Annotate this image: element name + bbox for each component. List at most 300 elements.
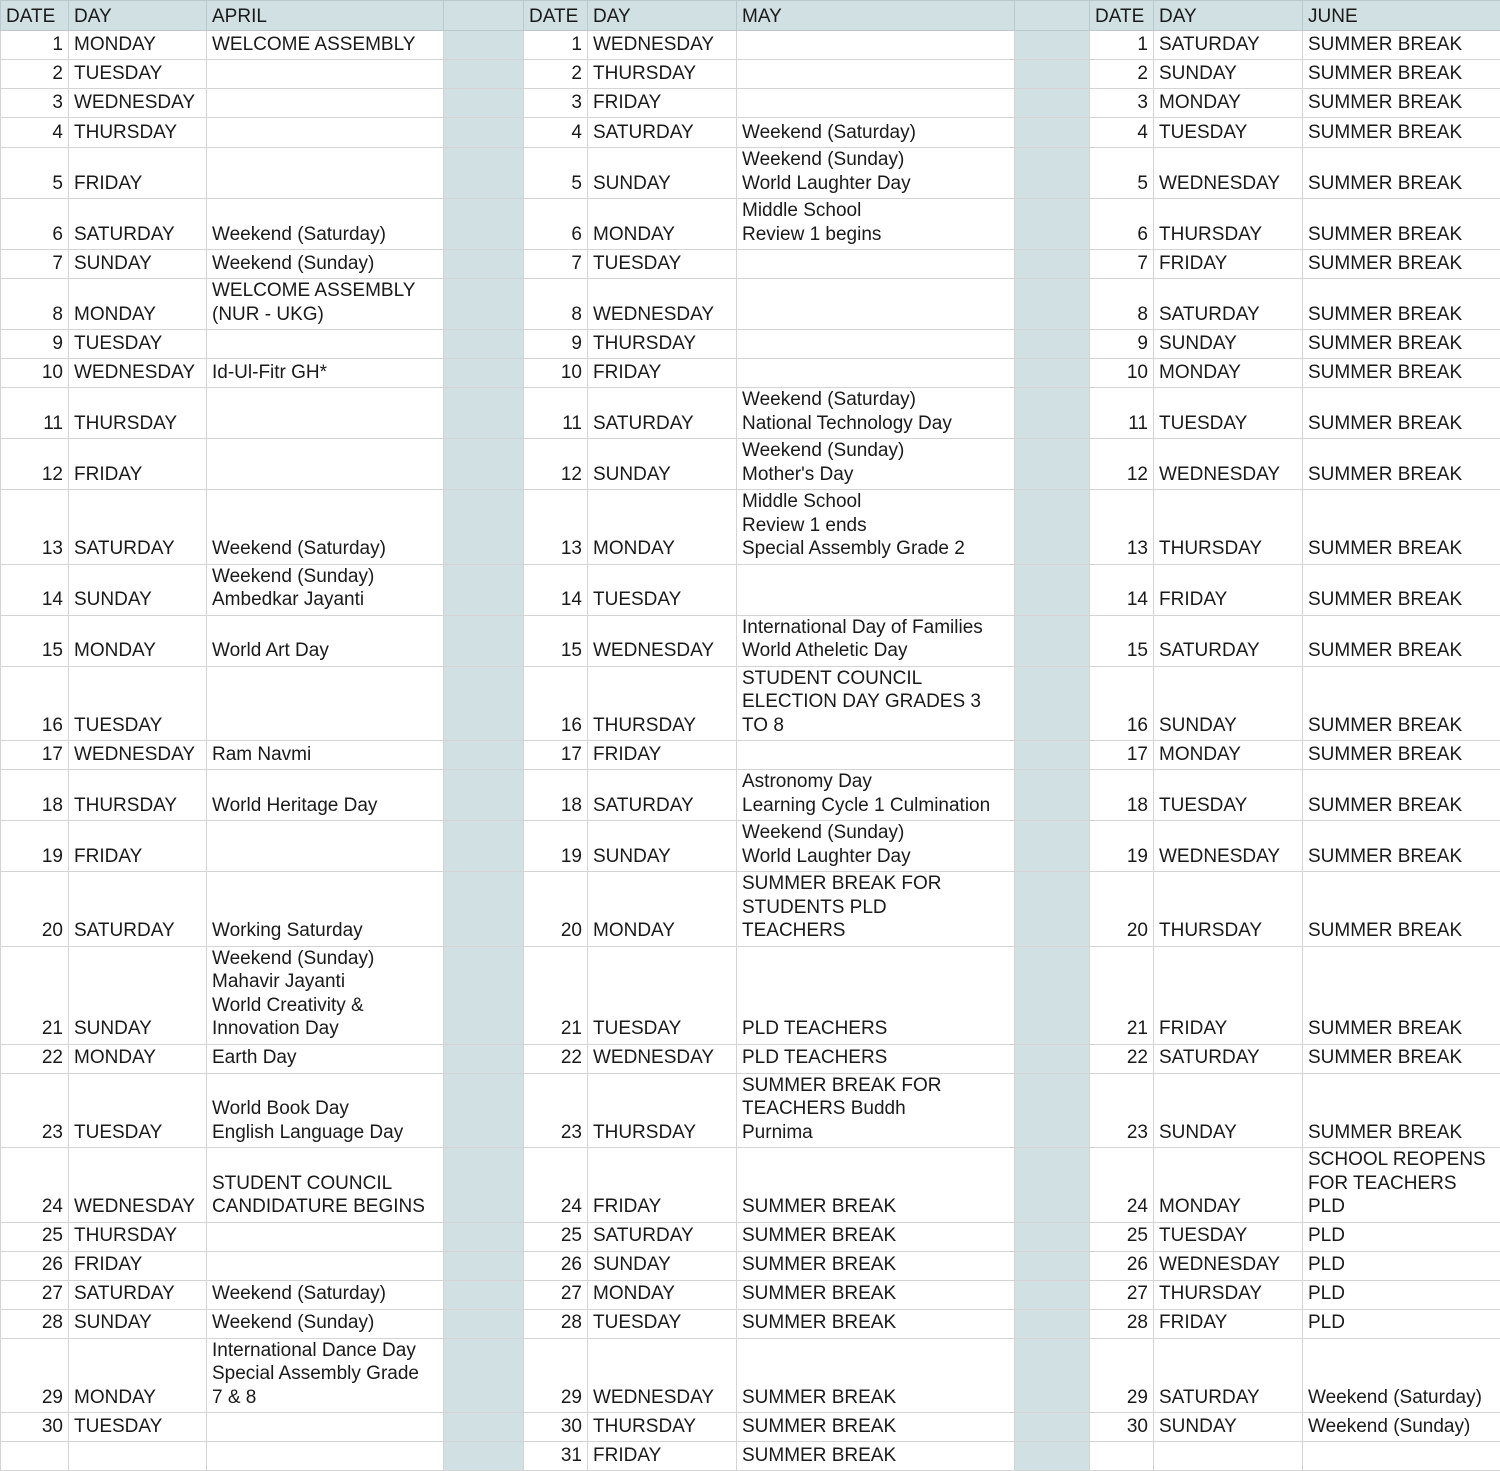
may-day-cell[interactable]: FRIDAY xyxy=(588,359,737,388)
june-date-cell[interactable]: 6 xyxy=(1090,199,1154,250)
june-date-cell[interactable]: 13 xyxy=(1090,490,1154,565)
may-event-cell[interactable]: STUDENT COUNCIL ELECTION DAY GRADES 3 TO 8 xyxy=(737,666,1015,741)
april-event-cell[interactable] xyxy=(207,439,444,490)
may-date-cell[interactable]: 23 xyxy=(524,1073,588,1148)
april-day-cell[interactable]: MONDAY xyxy=(69,615,207,666)
may-date-cell[interactable]: 18 xyxy=(524,770,588,821)
may-date-cell[interactable]: 17 xyxy=(524,741,588,770)
spacer-column[interactable] xyxy=(1015,439,1090,490)
april-event-cell[interactable]: WELCOME ASSEMBLY (NUR - UKG) xyxy=(207,279,444,330)
may-day-cell[interactable]: SATURDAY xyxy=(588,388,737,439)
june-event-cell[interactable]: SUMMER BREAK xyxy=(1303,31,1500,60)
april-date-cell[interactable]: 24 xyxy=(1,1148,69,1223)
april-event-cell[interactable]: WELCOME ASSEMBLY xyxy=(207,31,444,60)
spacer-column[interactable] xyxy=(1015,666,1090,741)
may-date-cell[interactable]: 12 xyxy=(524,439,588,490)
april-event-cell[interactable]: Weekend (Sunday) Mahavir Jayanti World Creativity & Innovation Day xyxy=(207,946,444,1044)
may-day-cell[interactable]: THURSDAY xyxy=(588,1073,737,1148)
june-date-cell[interactable]: 7 xyxy=(1090,250,1154,279)
april-date-cell[interactable]: 8 xyxy=(1,279,69,330)
june-day-cell[interactable]: THURSDAY xyxy=(1154,199,1303,250)
june-day-cell[interactable]: FRIDAY xyxy=(1154,946,1303,1044)
may-date-cell[interactable]: 19 xyxy=(524,821,588,872)
april-day-cell[interactable]: FRIDAY xyxy=(69,1251,207,1280)
may-date-cell[interactable]: 8 xyxy=(524,279,588,330)
april-day-cell[interactable]: SATURDAY xyxy=(69,199,207,250)
may-day-cell[interactable]: TUESDAY xyxy=(588,946,737,1044)
spacer-column[interactable] xyxy=(444,199,524,250)
may-day-cell[interactable]: TUESDAY xyxy=(588,1309,737,1338)
june-date-cell[interactable]: 10 xyxy=(1090,359,1154,388)
april-day-cell[interactable]: THURSDAY xyxy=(69,388,207,439)
june-date-cell[interactable]: 29 xyxy=(1090,1338,1154,1413)
april-event-cell[interactable]: World Heritage Day xyxy=(207,770,444,821)
june-date-cell[interactable]: 26 xyxy=(1090,1251,1154,1280)
may-date-cell[interactable]: 26 xyxy=(524,1251,588,1280)
june-event-cell[interactable]: SUMMER BREAK xyxy=(1303,946,1500,1044)
june-event-cell[interactable]: SUMMER BREAK xyxy=(1303,666,1500,741)
spacer-column[interactable] xyxy=(1015,148,1090,199)
june-date-cell[interactable]: 21 xyxy=(1090,946,1154,1044)
may-event-cell[interactable] xyxy=(737,564,1015,615)
april-day-cell[interactable]: SUNDAY xyxy=(69,564,207,615)
june-day-cell[interactable]: SATURDAY xyxy=(1154,1044,1303,1073)
june-day-cell[interactable]: MONDAY xyxy=(1154,741,1303,770)
june-date-cell[interactable]: 24 xyxy=(1090,1148,1154,1223)
april-day-cell[interactable]: SATURDAY xyxy=(69,872,207,947)
april-day-cell[interactable]: WEDNESDAY xyxy=(69,359,207,388)
april-event-cell[interactable] xyxy=(207,148,444,199)
may-event-cell[interactable]: Weekend (Sunday) World Laughter Day xyxy=(737,148,1015,199)
june-day-cell[interactable]: SATURDAY xyxy=(1154,615,1303,666)
june-day-cell[interactable]: WEDNESDAY xyxy=(1154,148,1303,199)
june-day-cell[interactable]: SATURDAY xyxy=(1154,31,1303,60)
spacer-column[interactable] xyxy=(1015,1222,1090,1251)
april-day-cell[interactable]: WEDNESDAY xyxy=(69,89,207,118)
april-date-cell[interactable]: 26 xyxy=(1,1251,69,1280)
april-day-cell[interactable]: THURSDAY xyxy=(69,1222,207,1251)
may-day-cell[interactable]: SATURDAY xyxy=(588,770,737,821)
june-day-cell[interactable]: SUNDAY xyxy=(1154,1073,1303,1148)
spacer-column[interactable] xyxy=(444,359,524,388)
june-event-cell[interactable]: SUMMER BREAK xyxy=(1303,1044,1500,1073)
may-event-cell[interactable]: Middle School Review 1 begins xyxy=(737,199,1015,250)
june-date-cell[interactable]: 12 xyxy=(1090,439,1154,490)
june-date-cell[interactable] xyxy=(1090,1442,1154,1471)
april-day-cell[interactable]: MONDAY xyxy=(69,1044,207,1073)
spacer-column[interactable] xyxy=(444,330,524,359)
april-day-cell[interactable]: SUNDAY xyxy=(69,250,207,279)
may-date-cell[interactable]: 4 xyxy=(524,118,588,148)
june-event-cell[interactable] xyxy=(1303,1442,1500,1471)
june-event-cell[interactable]: SUMMER BREAK xyxy=(1303,439,1500,490)
may-day-cell[interactable]: THURSDAY xyxy=(588,60,737,89)
spacer-column[interactable] xyxy=(444,89,524,118)
spacer-column[interactable] xyxy=(1015,1442,1090,1471)
april-date-cell[interactable]: 16 xyxy=(1,666,69,741)
april-date-cell[interactable]: 11 xyxy=(1,388,69,439)
june-date-cell[interactable]: 4 xyxy=(1090,118,1154,148)
spacer-column[interactable] xyxy=(444,946,524,1044)
may-day-cell[interactable]: WEDNESDAY xyxy=(588,31,737,60)
spacer-column[interactable] xyxy=(1015,279,1090,330)
may-event-cell[interactable] xyxy=(737,279,1015,330)
may-date-cell[interactable]: 16 xyxy=(524,666,588,741)
spacer-column[interactable] xyxy=(1015,741,1090,770)
june-date-cell[interactable]: 14 xyxy=(1090,564,1154,615)
spacer-column[interactable] xyxy=(444,118,524,148)
spacer-column[interactable] xyxy=(444,615,524,666)
may-event-cell[interactable] xyxy=(737,89,1015,118)
may-date-cell[interactable]: 15 xyxy=(524,615,588,666)
april-date-cell[interactable]: 18 xyxy=(1,770,69,821)
april-date-cell[interactable]: 9 xyxy=(1,330,69,359)
june-day-cell[interactable]: SUNDAY xyxy=(1154,666,1303,741)
june-day-cell[interactable]: TUESDAY xyxy=(1154,770,1303,821)
may-day-cell[interactable]: WEDNESDAY xyxy=(588,279,737,330)
may-event-cell[interactable]: Middle School Review 1 ends Special Assembly Grade 2 xyxy=(737,490,1015,565)
may-day-cell[interactable]: THURSDAY xyxy=(588,666,737,741)
april-event-cell[interactable] xyxy=(207,1413,444,1442)
june-day-cell[interactable]: WEDNESDAY xyxy=(1154,821,1303,872)
may-event-cell[interactable]: Astronomy Day Learning Cycle 1 Culmination xyxy=(737,770,1015,821)
spacer-column[interactable] xyxy=(1015,1073,1090,1148)
spacer-column[interactable] xyxy=(444,770,524,821)
may-day-cell[interactable]: FRIDAY xyxy=(588,741,737,770)
may-event-cell[interactable]: PLD TEACHERS xyxy=(737,946,1015,1044)
june-date-cell[interactable]: 8 xyxy=(1090,279,1154,330)
april-day-cell[interactable]: FRIDAY xyxy=(69,148,207,199)
spacer-column[interactable] xyxy=(444,388,524,439)
may-date-cell[interactable]: 27 xyxy=(524,1280,588,1309)
april-date-cell[interactable]: 7 xyxy=(1,250,69,279)
may-day-cell[interactable]: FRIDAY xyxy=(588,1148,737,1223)
spacer-column[interactable] xyxy=(444,741,524,770)
april-event-cell[interactable]: World Book Day English Language Day xyxy=(207,1073,444,1148)
june-event-cell[interactable]: SUMMER BREAK xyxy=(1303,250,1500,279)
spacer-column[interactable] xyxy=(1015,60,1090,89)
april-day-cell[interactable]: TUESDAY xyxy=(69,1073,207,1148)
april-event-cell[interactable]: Weekend (Sunday) xyxy=(207,1309,444,1338)
may-day-cell[interactable]: MONDAY xyxy=(588,199,737,250)
header-month-april[interactable]: APRIL xyxy=(207,1,444,31)
may-event-cell[interactable] xyxy=(737,741,1015,770)
spacer-column[interactable] xyxy=(444,821,524,872)
may-event-cell[interactable]: PLD TEACHERS xyxy=(737,1044,1015,1073)
spacer-column[interactable] xyxy=(444,1222,524,1251)
may-day-cell[interactable]: FRIDAY xyxy=(588,89,737,118)
may-date-cell[interactable]: 10 xyxy=(524,359,588,388)
may-event-cell[interactable] xyxy=(737,359,1015,388)
may-date-cell[interactable]: 5 xyxy=(524,148,588,199)
may-date-cell[interactable]: 1 xyxy=(524,31,588,60)
april-event-cell[interactable] xyxy=(207,1222,444,1251)
april-date-cell[interactable]: 2 xyxy=(1,60,69,89)
spacer-column[interactable] xyxy=(444,148,524,199)
may-day-cell[interactable]: WEDNESDAY xyxy=(588,615,737,666)
may-date-cell[interactable]: 31 xyxy=(524,1442,588,1471)
june-day-cell[interactable]: MONDAY xyxy=(1154,1148,1303,1223)
april-date-cell[interactable] xyxy=(1,1442,69,1471)
june-event-cell[interactable]: SUMMER BREAK xyxy=(1303,60,1500,89)
spacer-column[interactable] xyxy=(444,1413,524,1442)
april-event-cell[interactable] xyxy=(207,118,444,148)
spacer-column[interactable] xyxy=(1015,89,1090,118)
spacer-column[interactable] xyxy=(1015,1,1090,31)
june-date-cell[interactable]: 23 xyxy=(1090,1073,1154,1148)
april-date-cell[interactable]: 17 xyxy=(1,741,69,770)
june-date-cell[interactable]: 27 xyxy=(1090,1280,1154,1309)
april-date-cell[interactable]: 10 xyxy=(1,359,69,388)
april-event-cell[interactable]: Earth Day xyxy=(207,1044,444,1073)
april-date-cell[interactable]: 13 xyxy=(1,490,69,565)
spacer-column[interactable] xyxy=(1015,118,1090,148)
april-date-cell[interactable]: 23 xyxy=(1,1073,69,1148)
april-date-cell[interactable]: 4 xyxy=(1,118,69,148)
may-event-cell[interactable]: International Day of Families World Atheletic Day xyxy=(737,615,1015,666)
april-date-cell[interactable]: 30 xyxy=(1,1413,69,1442)
june-date-cell[interactable]: 18 xyxy=(1090,770,1154,821)
may-date-cell[interactable]: 21 xyxy=(524,946,588,1044)
may-date-cell[interactable]: 6 xyxy=(524,199,588,250)
june-day-cell[interactable] xyxy=(1154,1442,1303,1471)
april-day-cell[interactable]: THURSDAY xyxy=(69,770,207,821)
april-event-cell[interactable] xyxy=(207,1442,444,1471)
june-event-cell[interactable]: SUMMER BREAK xyxy=(1303,89,1500,118)
june-day-cell[interactable]: MONDAY xyxy=(1154,89,1303,118)
june-event-cell[interactable]: SUMMER BREAK xyxy=(1303,330,1500,359)
spacer-column[interactable] xyxy=(1015,821,1090,872)
april-event-cell[interactable]: Weekend (Saturday) xyxy=(207,199,444,250)
may-event-cell[interactable] xyxy=(737,31,1015,60)
may-day-cell[interactable]: THURSDAY xyxy=(588,330,737,359)
spacer-column[interactable] xyxy=(444,1309,524,1338)
june-event-cell[interactable]: PLD xyxy=(1303,1309,1500,1338)
may-event-cell[interactable]: Weekend (Saturday) xyxy=(737,118,1015,148)
header-month-may[interactable]: MAY xyxy=(737,1,1015,31)
june-event-cell[interactable]: SUMMER BREAK xyxy=(1303,118,1500,148)
header-date-may[interactable]: DATE xyxy=(524,1,588,31)
may-date-cell[interactable]: 30 xyxy=(524,1413,588,1442)
spacer-column[interactable] xyxy=(1015,490,1090,565)
spacer-column[interactable] xyxy=(1015,1280,1090,1309)
april-day-cell[interactable]: MONDAY xyxy=(69,279,207,330)
spacer-column[interactable] xyxy=(444,666,524,741)
june-day-cell[interactable]: FRIDAY xyxy=(1154,564,1303,615)
may-day-cell[interactable]: MONDAY xyxy=(588,1280,737,1309)
spacer-column[interactable] xyxy=(444,1442,524,1471)
may-day-cell[interactable]: SATURDAY xyxy=(588,118,737,148)
june-event-cell[interactable]: SUMMER BREAK xyxy=(1303,199,1500,250)
spacer-column[interactable] xyxy=(1015,1413,1090,1442)
june-event-cell[interactable]: SUMMER BREAK xyxy=(1303,821,1500,872)
june-day-cell[interactable]: FRIDAY xyxy=(1154,1309,1303,1338)
april-date-cell[interactable]: 25 xyxy=(1,1222,69,1251)
april-event-cell[interactable] xyxy=(207,666,444,741)
april-date-cell[interactable]: 1 xyxy=(1,31,69,60)
june-date-cell[interactable]: 19 xyxy=(1090,821,1154,872)
april-day-cell[interactable]: THURSDAY xyxy=(69,118,207,148)
april-day-cell[interactable]: MONDAY xyxy=(69,31,207,60)
may-event-cell[interactable] xyxy=(737,330,1015,359)
april-day-cell[interactable]: TUESDAY xyxy=(69,666,207,741)
may-date-cell[interactable]: 9 xyxy=(524,330,588,359)
may-day-cell[interactable]: MONDAY xyxy=(588,490,737,565)
june-date-cell[interactable]: 3 xyxy=(1090,89,1154,118)
april-date-cell[interactable]: 15 xyxy=(1,615,69,666)
june-date-cell[interactable]: 1 xyxy=(1090,31,1154,60)
june-day-cell[interactable]: SUNDAY xyxy=(1154,60,1303,89)
may-day-cell[interactable]: THURSDAY xyxy=(588,1413,737,1442)
june-day-cell[interactable]: MONDAY xyxy=(1154,359,1303,388)
june-day-cell[interactable]: TUESDAY xyxy=(1154,1222,1303,1251)
header-day-june[interactable]: DAY xyxy=(1154,1,1303,31)
april-event-cell[interactable]: Weekend (Saturday) xyxy=(207,490,444,565)
spacer-column[interactable] xyxy=(444,250,524,279)
april-day-cell[interactable]: FRIDAY xyxy=(69,439,207,490)
may-event-cell[interactable]: SUMMER BREAK xyxy=(737,1148,1015,1223)
april-event-cell[interactable]: Ram Navmi xyxy=(207,741,444,770)
spacer-column[interactable] xyxy=(1015,31,1090,60)
spacer-column[interactable] xyxy=(444,31,524,60)
may-date-cell[interactable]: 20 xyxy=(524,872,588,947)
may-event-cell[interactable] xyxy=(737,250,1015,279)
june-day-cell[interactable]: SATURDAY xyxy=(1154,279,1303,330)
may-day-cell[interactable]: SATURDAY xyxy=(588,1222,737,1251)
june-date-cell[interactable]: 15 xyxy=(1090,615,1154,666)
may-date-cell[interactable]: 29 xyxy=(524,1338,588,1413)
spacer-column[interactable] xyxy=(1015,872,1090,947)
june-day-cell[interactable]: SUNDAY xyxy=(1154,1413,1303,1442)
june-event-cell[interactable]: SUMMER BREAK xyxy=(1303,1073,1500,1148)
april-event-cell[interactable] xyxy=(207,60,444,89)
april-date-cell[interactable]: 12 xyxy=(1,439,69,490)
may-day-cell[interactable]: TUESDAY xyxy=(588,564,737,615)
spacer-column[interactable] xyxy=(444,1280,524,1309)
may-day-cell[interactable]: WEDNESDAY xyxy=(588,1044,737,1073)
spacer-column[interactable] xyxy=(444,279,524,330)
june-day-cell[interactable]: TUESDAY xyxy=(1154,118,1303,148)
header-day-may[interactable]: DAY xyxy=(588,1,737,31)
may-event-cell[interactable]: SUMMER BREAK xyxy=(737,1222,1015,1251)
may-date-cell[interactable]: 24 xyxy=(524,1148,588,1223)
april-day-cell[interactable]: WEDNESDAY xyxy=(69,741,207,770)
april-event-cell[interactable]: Weekend (Sunday) xyxy=(207,250,444,279)
june-event-cell[interactable]: SUMMER BREAK xyxy=(1303,564,1500,615)
spacer-column[interactable] xyxy=(444,1251,524,1280)
june-day-cell[interactable]: THURSDAY xyxy=(1154,1280,1303,1309)
april-date-cell[interactable]: 29 xyxy=(1,1338,69,1413)
april-day-cell[interactable]: SUNDAY xyxy=(69,1309,207,1338)
june-event-cell[interactable]: SUMMER BREAK xyxy=(1303,359,1500,388)
april-date-cell[interactable]: 27 xyxy=(1,1280,69,1309)
june-event-cell[interactable]: SCHOOL REOPENS FOR TEACHERS PLD xyxy=(1303,1148,1500,1223)
may-date-cell[interactable]: 13 xyxy=(524,490,588,565)
april-event-cell[interactable]: Weekend (Sunday) Ambedkar Jayanti xyxy=(207,564,444,615)
may-event-cell[interactable] xyxy=(737,60,1015,89)
spacer-column[interactable] xyxy=(1015,330,1090,359)
june-date-cell[interactable]: 5 xyxy=(1090,148,1154,199)
spacer-column[interactable] xyxy=(444,490,524,565)
spacer-column[interactable] xyxy=(1015,564,1090,615)
may-date-cell[interactable]: 22 xyxy=(524,1044,588,1073)
april-date-cell[interactable]: 22 xyxy=(1,1044,69,1073)
may-date-cell[interactable]: 28 xyxy=(524,1309,588,1338)
may-date-cell[interactable]: 11 xyxy=(524,388,588,439)
june-day-cell[interactable]: SUNDAY xyxy=(1154,330,1303,359)
spacer-column[interactable] xyxy=(444,439,524,490)
spacer-column[interactable] xyxy=(444,60,524,89)
may-date-cell[interactable]: 14 xyxy=(524,564,588,615)
june-day-cell[interactable]: FRIDAY xyxy=(1154,250,1303,279)
june-event-cell[interactable]: PLD xyxy=(1303,1280,1500,1309)
april-event-cell[interactable] xyxy=(207,821,444,872)
april-day-cell[interactable]: TUESDAY xyxy=(69,330,207,359)
spacer-column[interactable] xyxy=(1015,615,1090,666)
spacer-column[interactable] xyxy=(444,1,524,31)
june-event-cell[interactable]: Weekend (Saturday) xyxy=(1303,1338,1500,1413)
spacer-column[interactable] xyxy=(1015,1309,1090,1338)
june-event-cell[interactable]: SUMMER BREAK xyxy=(1303,741,1500,770)
april-date-cell[interactable]: 28 xyxy=(1,1309,69,1338)
april-date-cell[interactable]: 5 xyxy=(1,148,69,199)
april-event-cell[interactable] xyxy=(207,388,444,439)
may-day-cell[interactable]: SUNDAY xyxy=(588,439,737,490)
june-day-cell[interactable]: THURSDAY xyxy=(1154,490,1303,565)
april-day-cell[interactable]: TUESDAY xyxy=(69,60,207,89)
april-day-cell[interactable]: TUESDAY xyxy=(69,1413,207,1442)
header-date-june[interactable]: DATE xyxy=(1090,1,1154,31)
may-event-cell[interactable]: SUMMER BREAK xyxy=(737,1309,1015,1338)
spacer-column[interactable] xyxy=(1015,199,1090,250)
may-event-cell[interactable]: SUMMER BREAK xyxy=(737,1280,1015,1309)
spacer-column[interactable] xyxy=(1015,1044,1090,1073)
may-day-cell[interactable]: TUESDAY xyxy=(588,250,737,279)
june-date-cell[interactable]: 16 xyxy=(1090,666,1154,741)
april-event-cell[interactable]: Id-Ul-Fitr GH* xyxy=(207,359,444,388)
spacer-column[interactable] xyxy=(444,564,524,615)
spacer-column[interactable] xyxy=(1015,359,1090,388)
april-day-cell[interactable]: FRIDAY xyxy=(69,821,207,872)
june-event-cell[interactable]: SUMMER BREAK xyxy=(1303,279,1500,330)
april-day-cell[interactable]: SATURDAY xyxy=(69,490,207,565)
june-date-cell[interactable]: 17 xyxy=(1090,741,1154,770)
may-event-cell[interactable]: SUMMER BREAK xyxy=(737,1442,1015,1471)
june-day-cell[interactable]: SATURDAY xyxy=(1154,1338,1303,1413)
april-date-cell[interactable]: 6 xyxy=(1,199,69,250)
may-day-cell[interactable]: WEDNESDAY xyxy=(588,1338,737,1413)
may-date-cell[interactable]: 25 xyxy=(524,1222,588,1251)
june-date-cell[interactable]: 30 xyxy=(1090,1413,1154,1442)
may-date-cell[interactable]: 2 xyxy=(524,60,588,89)
april-event-cell[interactable] xyxy=(207,89,444,118)
june-day-cell[interactable]: THURSDAY xyxy=(1154,872,1303,947)
april-event-cell[interactable]: International Dance Day Special Assembly Grade 7 & 8 xyxy=(207,1338,444,1413)
june-date-cell[interactable]: 22 xyxy=(1090,1044,1154,1073)
may-day-cell[interactable]: SUNDAY xyxy=(588,821,737,872)
may-event-cell[interactable]: SUMMER BREAK FOR STUDENTS PLD TEACHERS xyxy=(737,872,1015,947)
spacer-column[interactable] xyxy=(1015,250,1090,279)
spacer-column[interactable] xyxy=(1015,1251,1090,1280)
june-event-cell[interactable]: SUMMER BREAK xyxy=(1303,490,1500,565)
april-event-cell[interactable]: STUDENT COUNCIL CANDIDATURE BEGINS xyxy=(207,1148,444,1223)
april-event-cell[interactable]: World Art Day xyxy=(207,615,444,666)
header-month-june[interactable]: JUNE xyxy=(1303,1,1500,31)
june-date-cell[interactable]: 11 xyxy=(1090,388,1154,439)
june-event-cell[interactable]: PLD xyxy=(1303,1222,1500,1251)
april-date-cell[interactable]: 19 xyxy=(1,821,69,872)
may-day-cell[interactable]: SUNDAY xyxy=(588,1251,737,1280)
